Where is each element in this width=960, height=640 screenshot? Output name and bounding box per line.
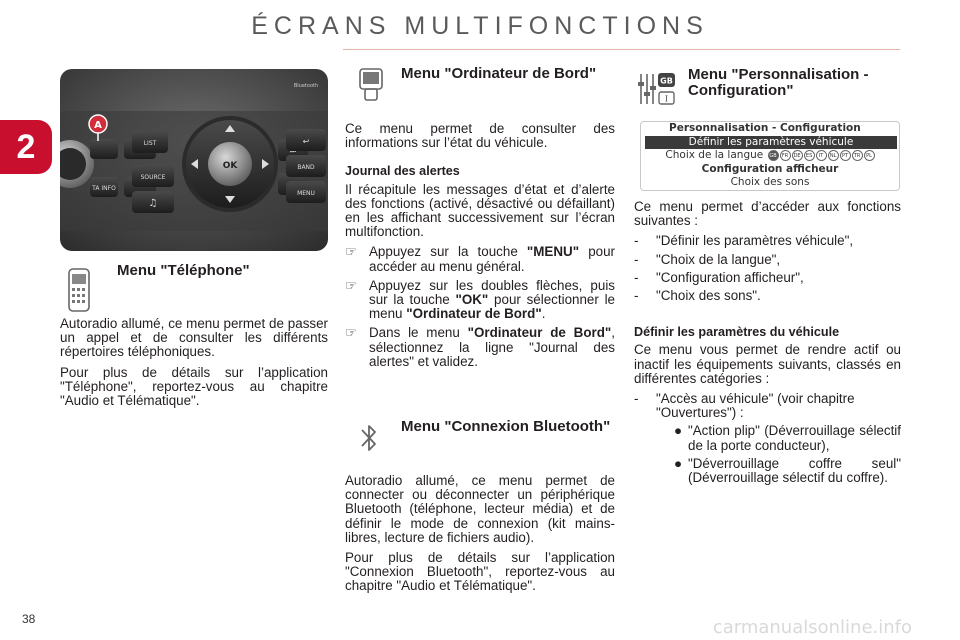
- list-label: LIST: [143, 140, 157, 147]
- svg-text:I: I: [664, 94, 669, 104]
- bluetooth-icon: [359, 421, 379, 460]
- ordinateur-subtitle: Journal des alertes: [345, 164, 460, 179]
- personnalisation-intro: Ce menu permet d’accéder aux fonctions suivantes :: [634, 199, 901, 229]
- settings-language-icon: [637, 70, 677, 113]
- pointing-hand-icon: ☞: [345, 244, 358, 260]
- function-list-item: - "Choix des sons".: [634, 288, 761, 304]
- menu-label: MENU: [297, 190, 315, 197]
- ordinateur-section: [345, 122, 615, 374]
- telephone-title: Menu "Téléphone": [117, 262, 250, 279]
- control-panel-illustration: [60, 69, 328, 251]
- chapter-tab: 2: [0, 120, 52, 174]
- access-category: - "Accès au véhicule" (voir chapitre "Ouvertures") :: [634, 391, 855, 421]
- function-list-item: - "Configuration afficheur",: [634, 269, 804, 285]
- screen-item-language: Choix de la langue GB FR DE ES IT NL PT TR PL: [641, 149, 899, 163]
- access-sub-item: ● "Action plip" (Déverrouillage sélectif de la porte conducteur),: [674, 423, 901, 453]
- ok-key-label: "OK": [455, 292, 489, 308]
- language-flag-icon: TR: [852, 150, 863, 161]
- watermark: carmanualsonline.info: [712, 617, 912, 638]
- personnalisation-title: Menu "Personnalisation - Configuration": [688, 66, 869, 99]
- page-number: 38: [22, 612, 36, 626]
- language-flag-icon: ES: [804, 150, 815, 161]
- connexion-paragraph-1: Autoradio allumé, ce menu permet de connecter ou déconnecter un périphérique Bluetooth (téléphone, lecteur média) et de définir le mode de connexion (kit mains-libres, lecture de fichiers audio).: [345, 473, 615, 545]
- svg-text:↩: ↩: [302, 137, 310, 146]
- band-label: BAND: [297, 164, 315, 171]
- ordinateur-step-3: ☞ Dans le menu "Ordinateur de Bord", sélectionnez la ligne "Journal des alertes" et validez.: [345, 325, 615, 369]
- language-flag-icon: FR: [780, 150, 791, 161]
- screen-item-sounds: Choix des sons: [730, 176, 810, 188]
- connexion-section: [345, 474, 615, 600]
- mobile-phone-icon: [66, 268, 92, 317]
- svg-text:♫: ♫: [148, 198, 158, 209]
- function-list-item: - "Choix de la langue",: [634, 251, 781, 267]
- ordinateur-title: Menu "Ordinateur de Bord": [401, 65, 597, 82]
- language-flag-icon: DE: [792, 150, 803, 161]
- ordinateur-step-1: ☞ Appuyez sur la touche "MENU" pour accéder au menu général.: [345, 244, 615, 274]
- ordinateur-step-2: ☞ Appuyez sur les doubles flèches, puis sur la touche "OK" pour sélectionner le menu "Ordinateur de Bord".: [345, 277, 615, 322]
- source-label: SOURCE: [140, 174, 166, 181]
- ok-label: OK: [222, 161, 238, 171]
- ta-info-label: TA INFO: [92, 185, 116, 192]
- language-flag-icon: PL: [864, 150, 875, 161]
- language-flag-icon: NL: [828, 150, 839, 161]
- pointing-hand-icon: ☞: [345, 277, 358, 293]
- telephone-paragraph-1: Autoradio allumé, ce menu permet de passer un appel et de consulter les différents répertoires téléphoniques.: [60, 316, 328, 360]
- language-flag-icon: IT: [816, 150, 827, 161]
- gb-flag-label: GB: [660, 76, 673, 86]
- vehicle-params-subtitle: Définir les paramètres du véhicule: [634, 325, 840, 340]
- language-flag-icon: GB: [768, 150, 779, 161]
- page-header-title: ÉCRANS MULTIFONCTIONS: [251, 12, 709, 40]
- language-flags: [767, 149, 875, 161]
- language-flag-icon: PT: [840, 150, 851, 161]
- vehicle-params-paragraph: Ce menu vous permet de rendre actif ou inactif les équipements suivants, classés en différentes catégories :: [634, 342, 901, 386]
- pointing-hand-icon: ☞: [345, 325, 358, 341]
- menu-key-label: "MENU": [526, 244, 580, 260]
- marker-a-label: A: [94, 120, 102, 131]
- personnalisation-section: [634, 200, 901, 489]
- screen-item-selected: Définir les paramètres véhicule: [645, 136, 897, 150]
- configuration-screen: [640, 121, 900, 191]
- telephone-paragraph-2: Pour plus de détails sur l’application "Téléphone", reportez-vous au chapitre "Audio et Télématique".: [60, 364, 328, 409]
- header-divider: [343, 49, 900, 50]
- ordinateur-intro: Ce menu permet de consulter des informations sur l’état du véhicule.: [345, 121, 615, 151]
- screen-item-display: Configuration afficheur: [701, 162, 839, 175]
- ordinateur-paragraph: Il récapitule les messages d’état et d’alerte des fonctions (activé, désactivé ou défaillant) en les affichant successivement sur l’écran multifonction.: [345, 181, 615, 240]
- connexion-paragraph-2: Pour plus de détails sur l’application "Connexion Bluetooth", reportez-vous au chapitre "Audio et Télématique".: [345, 550, 615, 594]
- telephone-section: [60, 317, 328, 414]
- control-panel-photo: [60, 69, 328, 251]
- bluetooth-label: Bluetooth: [293, 83, 319, 89]
- trip-computer-icon: [358, 68, 386, 107]
- function-list-item: - "Définir les paramètres véhicule",: [634, 233, 854, 249]
- connexion-title: Menu "Connexion Bluetooth": [401, 418, 611, 435]
- access-sub-item: ● "Déverrouillage coffre seul" (Déverrouillage sélectif du coffre).: [674, 455, 901, 486]
- screen-header: Personnalisation - Configuration: [669, 122, 861, 134]
